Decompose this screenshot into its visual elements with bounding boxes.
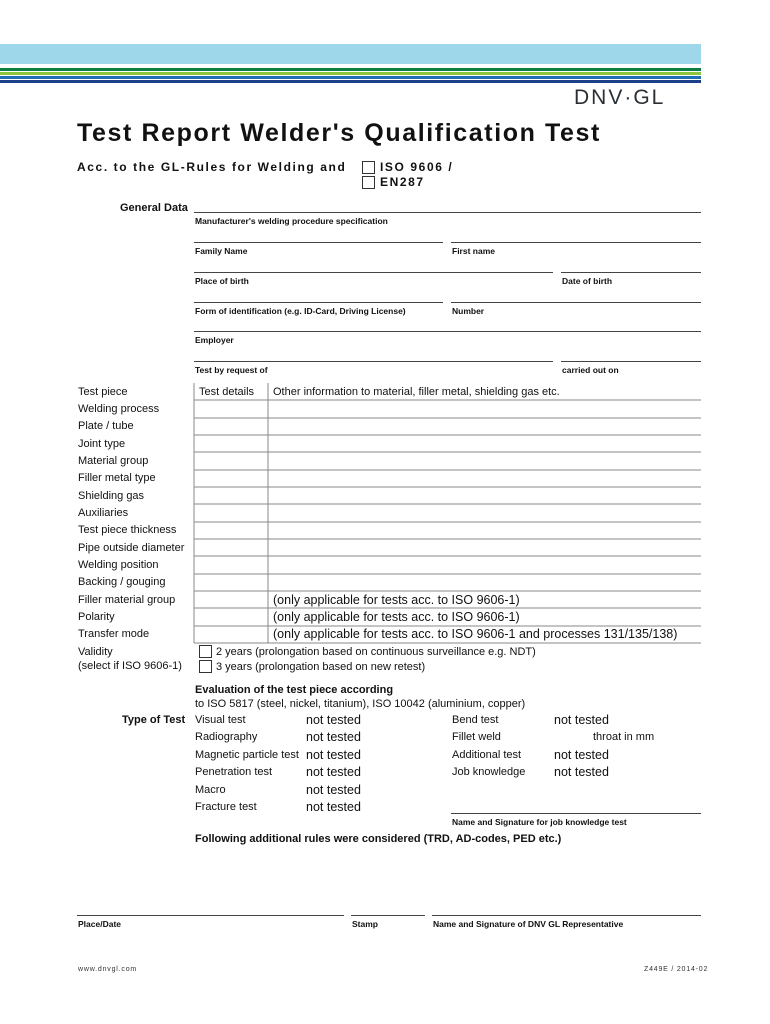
- row-label-shielding-gas: Shielding gas: [78, 490, 145, 502]
- carried-out-on-label: carried out on: [562, 365, 619, 375]
- test-result-additional[interactable]: not tested: [554, 748, 609, 762]
- test-result-penetration[interactable]: not tested: [306, 765, 361, 779]
- test-result-fracture[interactable]: not tested: [306, 800, 361, 814]
- number-label: Number: [452, 306, 485, 316]
- header-other-information: Other information to material, filler metal, shielding gas etc.: [273, 386, 560, 398]
- test-name-magnetic-particle: Magnetic particle test: [195, 749, 299, 761]
- test-result-magnetic-particle[interactable]: not tested: [306, 748, 361, 762]
- page-subtitle: Acc. to the GL-Rules for Welding and: [77, 160, 347, 174]
- row-label-welding-position: Welding position: [78, 559, 159, 571]
- validity-2-years-label: 2 years (prolongation based on continuous surveillance e.g. NDT): [216, 646, 536, 658]
- place-date-label: Place/Date: [78, 919, 121, 929]
- test-name-visual: Visual test: [195, 714, 246, 726]
- footer-website: www.dnvgl.com: [78, 966, 138, 973]
- test-name-radiography: Radiography: [195, 731, 258, 743]
- validity-3-years-checkbox[interactable]: [199, 660, 212, 673]
- standard-iso9606: ISO 9606 /: [380, 160, 454, 174]
- page-title: Test Report Welder's Qualification Test: [77, 119, 601, 147]
- row-label-joint-type: Joint type: [78, 438, 126, 450]
- family-name-label: Family Name: [195, 246, 248, 256]
- job-knowledge-signature-label: Name and Signature for job knowledge test: [452, 817, 627, 827]
- place-of-birth-label: Place of birth: [195, 276, 249, 286]
- representative-signature-line[interactable]: [432, 915, 701, 916]
- row-note-filler-material-group: (only applicable for tests acc. to ISO 9606-1): [273, 593, 520, 607]
- dnvgl-logo: DNV·GL: [574, 86, 666, 109]
- form-of-id-label: Form of identification (e.g. ID-Card, Driving License): [195, 306, 406, 316]
- evaluation-standards: to ISO 5817 (steel, nickel, titanium), ISO 10042 (aluminium, copper): [195, 698, 526, 710]
- stamp-label: Stamp: [352, 919, 378, 929]
- validity-label: Validity: [78, 646, 113, 658]
- row-label-filler-metal-type: Filler metal type: [78, 472, 156, 484]
- header-test-details: Test details: [199, 386, 255, 398]
- test-result-macro[interactable]: not tested: [306, 783, 361, 797]
- stamp-line[interactable]: [351, 915, 425, 916]
- evaluation-heading: Evaluation of the test piece according: [195, 684, 394, 696]
- row-label-welding-process: Welding process: [78, 403, 160, 415]
- test-name-macro: Macro: [195, 784, 226, 796]
- row-label-plate-tube: Plate / tube: [78, 420, 134, 432]
- row-note-transfer-mode: (only applicable for tests acc. to ISO 9606-1 and processes 131/135/138): [273, 627, 678, 641]
- validity-3-years-label: 3 years (prolongation based on new retest): [216, 661, 426, 673]
- row-label-filler-material-group: Filler material group: [78, 594, 176, 606]
- test-name-job-knowledge: Job knowledge: [452, 766, 526, 778]
- test-name-fracture: Fracture test: [195, 801, 257, 813]
- test-result-bend[interactable]: not tested: [554, 713, 609, 727]
- date-of-birth-label: Date of birth: [562, 276, 613, 286]
- row-label-material-group: Material group: [78, 455, 149, 467]
- row-label-test-piece-thickness: Test piece thickness: [78, 524, 177, 536]
- wps-label: Manufacturer's welding procedure specification: [195, 216, 388, 226]
- test-name-bend: Bend test: [452, 714, 499, 726]
- test-result-fillet-weld[interactable]: throat in mm: [593, 731, 655, 743]
- validity-2-years-checkbox[interactable]: [199, 645, 212, 658]
- row-label-auxiliaries: Auxiliaries: [78, 507, 129, 519]
- test-result-visual[interactable]: not tested: [306, 713, 361, 727]
- employer-label: Employer: [195, 335, 234, 345]
- test-result-radiography[interactable]: not tested: [306, 730, 361, 744]
- type-of-test-label: Type of Test: [122, 714, 186, 726]
- job-knowledge-signature-line[interactable]: [451, 813, 701, 814]
- additional-rules-label: Following additional rules were considered (TRD, AD-codes, PED etc.): [195, 833, 562, 845]
- validity-sublabel: (select if ISO 9606-1): [78, 660, 182, 672]
- test-name-penetration: Penetration test: [195, 766, 273, 778]
- general-data-label: General Data: [120, 202, 188, 214]
- place-date-line[interactable]: [77, 915, 344, 916]
- test-name-fillet-weld: Fillet weld: [452, 731, 501, 743]
- test-name-additional: Additional test: [452, 749, 522, 761]
- standard-en287: EN287: [380, 175, 425, 189]
- row-note-polarity: (only applicable for tests acc. to ISO 9606-1): [273, 610, 520, 624]
- row-label-transfer-mode: Transfer mode: [78, 628, 150, 640]
- first-name-label: First name: [452, 246, 495, 256]
- footer-form-code: Z449E / 2014-02: [644, 966, 709, 973]
- row-label-pipe-outside-diameter: Pipe outside diameter: [78, 542, 185, 554]
- header-test-piece: Test piece: [78, 386, 128, 398]
- row-label-polarity: Polarity: [78, 611, 115, 623]
- row-label-backing-gouging: Backing / gouging: [78, 576, 166, 588]
- test-result-job-knowledge[interactable]: not tested: [554, 765, 609, 779]
- representative-signature-label: Name and Signature of DNV GL Representative: [433, 919, 624, 929]
- test-by-request-label: Test by request of: [195, 365, 268, 375]
